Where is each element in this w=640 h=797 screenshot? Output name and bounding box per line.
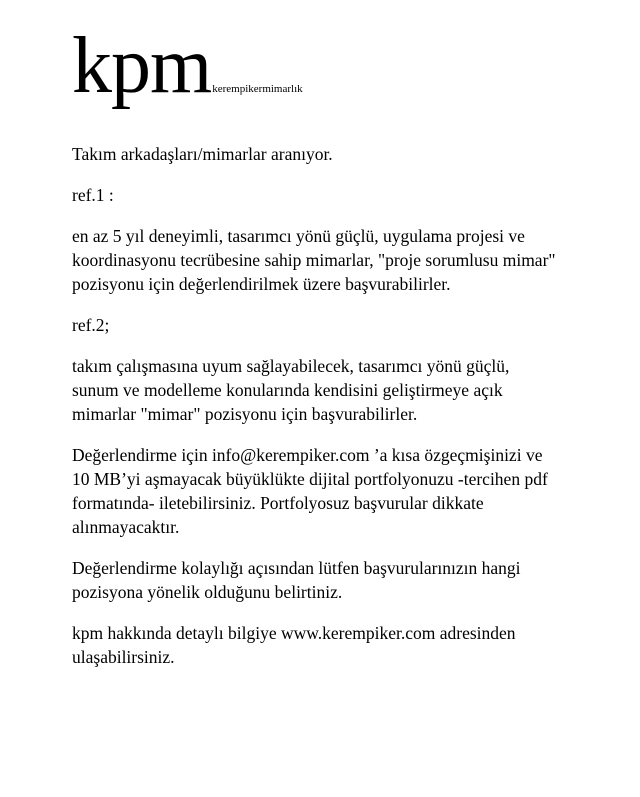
intro-paragraph: Takım arkadaşları/mimarlar aranıyor.	[72, 144, 333, 164]
application-paragraph	[72, 443, 592, 539]
ref1-heading: ref.1 :	[72, 185, 114, 205]
application-line: Değerlendirme için info@kerempiker.com ’a kısa özgeçmişinizi ve	[72, 445, 543, 465]
application-line: formatında- iletebilirsiniz. Portfolyosuz başvurular dikkate	[72, 493, 484, 513]
logo-sub-text: kerempikermimarlık	[212, 83, 303, 95]
ref1-line: pozisyonu için değerlendirilmek üzere başvurabilirler.	[72, 274, 451, 294]
ref2-line: mimarlar "mimar" pozisyonu için başvurabilirler.	[72, 404, 418, 424]
note-line: pozisyona yönelik olduğunu belirtiniz.	[72, 582, 343, 602]
application-line: alınmayacaktır.	[72, 517, 180, 537]
info-line: ulaşabilirsiniz.	[72, 647, 175, 667]
note-paragraph	[72, 556, 592, 604]
document-page	[72, 22, 592, 669]
ref2-line: sunum ve modelleme konularında kendisini geliştirmeye açık	[72, 380, 503, 400]
ref2-line: takım çalışmasına uyum sağlayabilecek, tasarımcı yönü güçlü,	[72, 356, 510, 376]
logo-main-text: kpm	[72, 22, 212, 110]
ref1-line: koordinasyonu tecrübesine sahip mimarlar, "proje sorumlusu mimar"	[72, 250, 556, 270]
ref2-heading: ref.2;	[72, 315, 110, 335]
info-line: kpm hakkında detaylı bilgiye www.kerempiker.com adresinden	[72, 623, 516, 643]
company-logo	[72, 22, 592, 112]
ref1-line: en az 5 yıl deneyimli, tasarımcı yönü güçlü, uygulama projesi ve	[72, 226, 525, 246]
ref2-paragraph	[72, 354, 592, 426]
info-paragraph	[72, 621, 592, 669]
note-line: Değerlendirme kolaylığı açısından lütfen başvurularınızın hangi	[72, 558, 521, 578]
ref1-paragraph	[72, 224, 592, 296]
application-line: 10 MB’yi aşmayacak büyüklükte dijital portfolyonuzu -tercihen pdf	[72, 469, 548, 489]
